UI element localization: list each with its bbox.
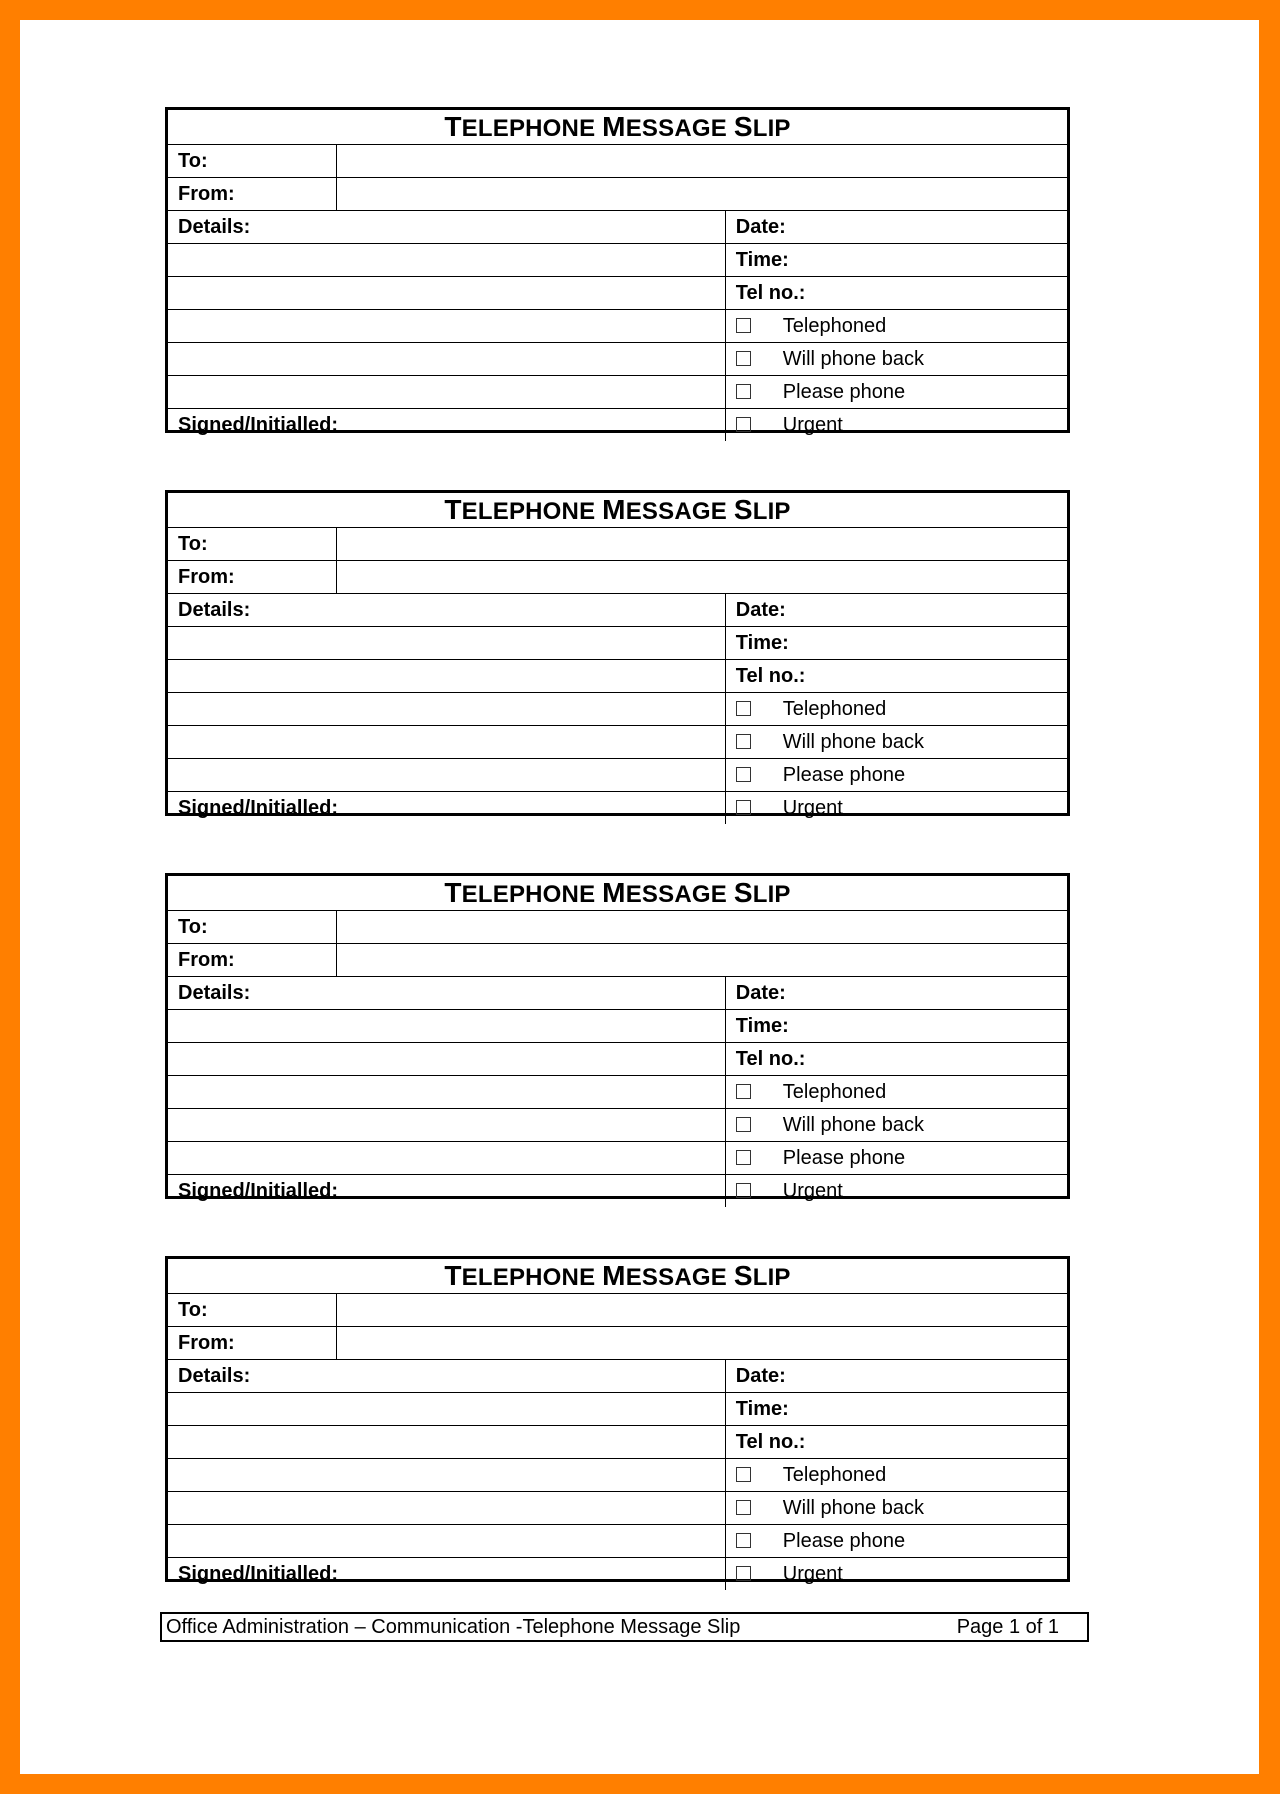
from-field[interactable] xyxy=(336,944,1067,977)
tel-no-label[interactable]: Tel no.: xyxy=(725,660,1067,693)
checkbox-icon[interactable] xyxy=(736,351,751,366)
checkbox-icon[interactable] xyxy=(736,1500,751,1515)
details-line[interactable] xyxy=(168,1010,725,1043)
will-phone-back-option[interactable] xyxy=(725,343,1067,376)
urgent-label: Urgent xyxy=(782,796,843,819)
slip-table xyxy=(168,876,1067,1207)
please-phone-option[interactable] xyxy=(725,1525,1067,1558)
signed-initialled-label[interactable]: Signed/Initialled: xyxy=(168,409,725,442)
to-field[interactable] xyxy=(336,528,1067,561)
telephoned-label: Telephoned xyxy=(782,1080,887,1103)
please-phone-label: Please phone xyxy=(782,1146,906,1169)
details-line[interactable] xyxy=(168,1426,725,1459)
signed-initialled-label[interactable]: Signed/Initialled: xyxy=(168,1558,725,1591)
telephoned-option[interactable] xyxy=(725,310,1067,343)
details-line[interactable] xyxy=(168,277,725,310)
will-phone-back-option[interactable] xyxy=(725,726,1067,759)
details-line[interactable] xyxy=(168,376,725,409)
please-phone-label: Please phone xyxy=(782,380,906,403)
checkbox-icon[interactable] xyxy=(736,318,751,333)
time-label[interactable]: Time: xyxy=(725,627,1067,660)
details-line[interactable] xyxy=(168,759,725,792)
will-phone-back-label: Will phone back xyxy=(782,347,924,370)
checkbox-icon[interactable] xyxy=(736,767,751,782)
checkbox-icon[interactable] xyxy=(736,800,751,815)
slip-title: TELEPHONE MESSAGE SLIP xyxy=(168,493,1067,528)
details-line[interactable] xyxy=(168,244,725,277)
checkbox-icon[interactable] xyxy=(736,1117,751,1132)
please-phone-label: Please phone xyxy=(782,1529,906,1552)
telephoned-label: Telephoned xyxy=(782,1463,887,1486)
details-line[interactable] xyxy=(168,627,725,660)
to-label: To: xyxy=(168,145,336,178)
details-label: Details: xyxy=(168,594,725,627)
will-phone-back-option[interactable] xyxy=(725,1492,1067,1525)
urgent-option[interactable] xyxy=(725,792,1067,825)
to-label: To: xyxy=(168,1294,336,1327)
details-line[interactable] xyxy=(168,1525,725,1558)
footer-document-title: Office Administration – Communication -Telephone Message Slip xyxy=(166,1616,741,1638)
time-label[interactable]: Time: xyxy=(725,1393,1067,1426)
to-field[interactable] xyxy=(336,1294,1067,1327)
slip-table xyxy=(168,1259,1067,1590)
will-phone-back-label: Will phone back xyxy=(782,1113,924,1136)
checkbox-icon[interactable] xyxy=(736,1183,751,1198)
urgent-label: Urgent xyxy=(782,1562,843,1585)
details-line[interactable] xyxy=(168,1076,725,1109)
details-line[interactable] xyxy=(168,1393,725,1426)
signed-initialled-label[interactable]: Signed/Initialled: xyxy=(168,1175,725,1208)
from-label: From: xyxy=(168,561,336,594)
urgent-label: Urgent xyxy=(782,413,843,436)
date-label[interactable]: Date: xyxy=(725,977,1067,1010)
tel-no-label[interactable]: Tel no.: xyxy=(725,277,1067,310)
checkbox-icon[interactable] xyxy=(736,1566,751,1581)
will-phone-back-option[interactable] xyxy=(725,1109,1067,1142)
urgent-option[interactable] xyxy=(725,409,1067,442)
telephone-message-slip xyxy=(165,107,1070,436)
tel-no-label[interactable]: Tel no.: xyxy=(725,1426,1067,1459)
date-label[interactable]: Date: xyxy=(725,594,1067,627)
to-field[interactable] xyxy=(336,911,1067,944)
from-field[interactable] xyxy=(336,561,1067,594)
urgent-label: Urgent xyxy=(782,1179,843,1202)
time-label[interactable]: Time: xyxy=(725,244,1067,277)
details-label: Details: xyxy=(168,211,725,244)
slip-table xyxy=(168,493,1067,824)
details-line[interactable] xyxy=(168,343,725,376)
slip-title: TELEPHONE MESSAGE SLIP xyxy=(168,110,1067,145)
telephone-message-slip xyxy=(165,1256,1070,1585)
signed-initialled-label[interactable]: Signed/Initialled: xyxy=(168,792,725,825)
telephoned-option[interactable] xyxy=(725,1459,1067,1492)
date-label[interactable]: Date: xyxy=(725,1360,1067,1393)
from-label: From: xyxy=(168,178,336,211)
please-phone-option[interactable] xyxy=(725,1142,1067,1175)
to-field[interactable] xyxy=(336,145,1067,178)
details-line[interactable] xyxy=(168,310,725,343)
from-label: From: xyxy=(168,1327,336,1360)
slip-title: TELEPHONE MESSAGE SLIP xyxy=(168,1259,1067,1294)
will-phone-back-label: Will phone back xyxy=(782,1496,924,1519)
details-line[interactable] xyxy=(168,1109,725,1142)
telephoned-label: Telephoned xyxy=(782,697,887,720)
checkbox-icon[interactable] xyxy=(736,1084,751,1099)
please-phone-option[interactable] xyxy=(725,376,1067,409)
details-line[interactable] xyxy=(168,1459,725,1492)
details-label: Details: xyxy=(168,977,725,1010)
from-field[interactable] xyxy=(336,178,1067,211)
checkbox-icon[interactable] xyxy=(736,1533,751,1548)
details-line[interactable] xyxy=(168,1043,725,1076)
details-line[interactable] xyxy=(168,660,725,693)
please-phone-option[interactable] xyxy=(725,759,1067,792)
to-label: To: xyxy=(168,528,336,561)
details-line[interactable] xyxy=(168,1492,725,1525)
checkbox-icon[interactable] xyxy=(736,417,751,432)
telephoned-label: Telephoned xyxy=(782,314,887,337)
page-footer xyxy=(160,1612,1089,1642)
will-phone-back-label: Will phone back xyxy=(782,730,924,753)
details-line[interactable] xyxy=(168,1142,725,1175)
checkbox-icon[interactable] xyxy=(736,701,751,716)
from-field[interactable] xyxy=(336,1327,1067,1360)
from-label: From: xyxy=(168,944,336,977)
date-label[interactable]: Date: xyxy=(725,211,1067,244)
slip-title: TELEPHONE MESSAGE SLIP xyxy=(168,876,1067,911)
telephone-message-slip xyxy=(165,873,1070,1202)
urgent-option[interactable] xyxy=(725,1558,1067,1591)
urgent-option[interactable] xyxy=(725,1175,1067,1208)
time-label[interactable]: Time: xyxy=(725,1010,1067,1043)
telephone-message-slip xyxy=(165,490,1070,819)
details-line[interactable] xyxy=(168,693,725,726)
tel-no-label[interactable]: Tel no.: xyxy=(725,1043,1067,1076)
checkbox-icon[interactable] xyxy=(736,734,751,749)
please-phone-label: Please phone xyxy=(782,763,906,786)
checkbox-icon[interactable] xyxy=(736,1150,751,1165)
telephoned-option[interactable] xyxy=(725,693,1067,726)
footer-page-number: Page 1 of 1 xyxy=(956,1616,1059,1638)
slip-table xyxy=(168,110,1067,441)
details-line[interactable] xyxy=(168,726,725,759)
telephoned-option[interactable] xyxy=(725,1076,1067,1109)
details-label: Details: xyxy=(168,1360,725,1393)
to-label: To: xyxy=(168,911,336,944)
checkbox-icon[interactable] xyxy=(736,384,751,399)
checkbox-icon[interactable] xyxy=(736,1467,751,1482)
